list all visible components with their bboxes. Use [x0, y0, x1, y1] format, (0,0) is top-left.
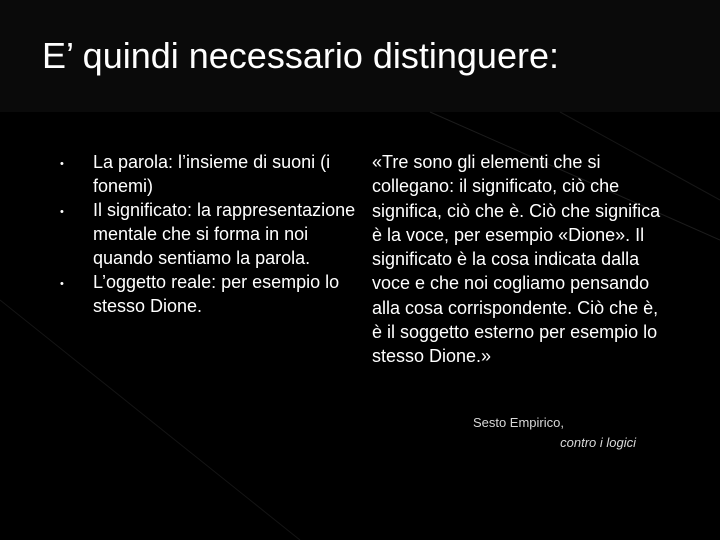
list-item: [60, 150, 360, 198]
list-item-text: Il significato: la rappresentazione mentale che si forma in noi quando sentiamo la parola.: [93, 200, 356, 268]
bullet-icon: •: [60, 158, 64, 170]
bullet-icon: •: [60, 206, 64, 218]
list-item-text: La parola: l’insieme di suoni (i fonemi): [93, 152, 331, 196]
list-item-text: L’oggetto reale: per esempio lo stesso Dione.: [93, 272, 340, 316]
quote-text: «Tre sono gli elementi che si collegano: il significato, ciò che significa, ciò che è. Ciò che significa è la voce, per esempio «Dione». Il significato è la cosa indicata dalla voce e che noi cogliamo pensando alla cosa corrispondente. Ciò che è, è il soggetto esterno per esempio lo stesso Dione.»: [372, 152, 661, 367]
citation-author: Sesto Empirico,: [472, 415, 564, 430]
list-item: [60, 198, 360, 270]
definition-list: [60, 150, 360, 318]
citation: [440, 413, 636, 453]
slide-title: E’ quindi necessario distinguere:: [42, 35, 559, 76]
bullet-icon: •: [60, 278, 64, 290]
list-item: [60, 270, 360, 318]
citation-work: contro i logici: [560, 435, 636, 450]
